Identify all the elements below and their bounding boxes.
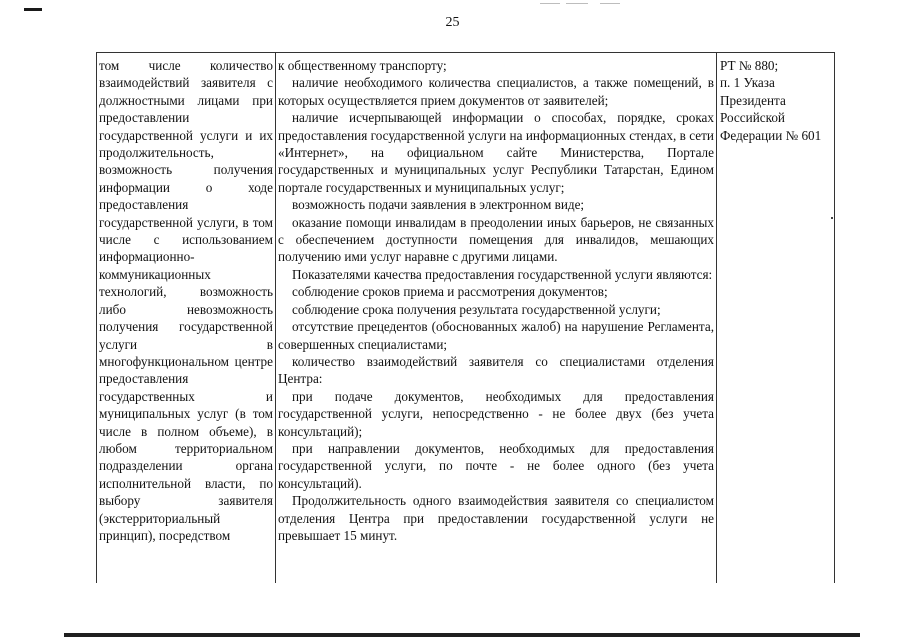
middle-paragraph: Продолжительность одного взаимодействия заявителя со специалистом отделения Центра при предоставлении государственной услуги не превышает 15 минут. [278, 493, 714, 543]
bottom-scan-bar [64, 633, 282, 637]
right-line: РТ № 880; [720, 58, 779, 73]
middle-paragraph: соблюдение сроков приема и рассмотрения документов; [292, 284, 608, 300]
middle-paragraph: наличие исчерпывающей информации о способах, порядке, сроках предоставления государственной услуги на информационных стендах, в сети «Интернет», на официальном сайте Министерства, Портале государственных и муниципальных услуг Республики Татарстан, Едином портале государственных и муниципальных услуг; [278, 110, 714, 195]
top-rule-segment [540, 3, 560, 4]
middle-paragraph: возможность подачи заявления в электронном виде; [292, 197, 585, 213]
top-rule-segment [566, 3, 588, 4]
middle-paragraph: Показателями качества предоставления государственной услуги являются: [292, 266, 713, 282]
middle-paragraph: наличие необходимого количества специалистов, а также помещений, в которых осуществляется прием документов от заявителей; [278, 75, 714, 108]
middle-cell [276, 53, 717, 584]
right-line: Федерации № 601 [720, 127, 822, 143]
regulation-table [96, 52, 835, 583]
middle-paragraph: соблюдение срока получения результата государственной услуги; [292, 301, 661, 317]
right-line: Российской [720, 110, 785, 126]
page-number: 25 [445, 15, 460, 30]
middle-paragraph: при направлении документов, необходимых для предоставления государственной услуги, по почте - не более одного (без учета консультаций). [278, 440, 714, 491]
corner-mark [24, 8, 42, 11]
left-cell [97, 53, 276, 584]
middle-paragraph: отсутствие прецедентов (обоснованных жалоб) на нарушение Регламента, совершенных специалистами; [278, 319, 714, 352]
left-cell-text: том числе количество взаимодействий заявителя с должностными лицами при предоставлении государственной услуги и их продолжительность, возможность получения информации о ходе предоставления государственной услуги, в том числе с использованием информационно-коммуникационных технологий, возможность либо невозможность получения государственной услуги в многофункциональном центре предоставления государственных и муниципальных услуг (в том числе в полном объеме), в любом территориальном подразделении органа исполнительной власти, по выбору заявителя (экстерриториальный принцип), посредством [99, 58, 273, 543]
bottom-scan-bar [282, 633, 860, 637]
scan-speck [831, 217, 833, 219]
top-rule-segment [600, 3, 620, 4]
middle-paragraph: количество взаимодействий заявителя со специалистами отделения Центра: [278, 353, 714, 387]
table-row [97, 53, 835, 584]
right-line: п. 1 Указа [720, 75, 775, 91]
middle-paragraph: оказание помощи инвалидам в преодолении иных барьеров, не связанных с обеспечением доступности помещения для инвалидов, мешающих получению ими услуг наравне с другими лицами. [278, 214, 714, 265]
middle-paragraph: при подаче документов, необходимых для предоставления государственной услуги, непосредственно - не более двух (без учета консультаций); [278, 388, 714, 439]
right-line: Президента [720, 92, 786, 108]
middle-paragraph: к общественному транспорту; [278, 58, 447, 73]
right-cell [717, 53, 835, 584]
